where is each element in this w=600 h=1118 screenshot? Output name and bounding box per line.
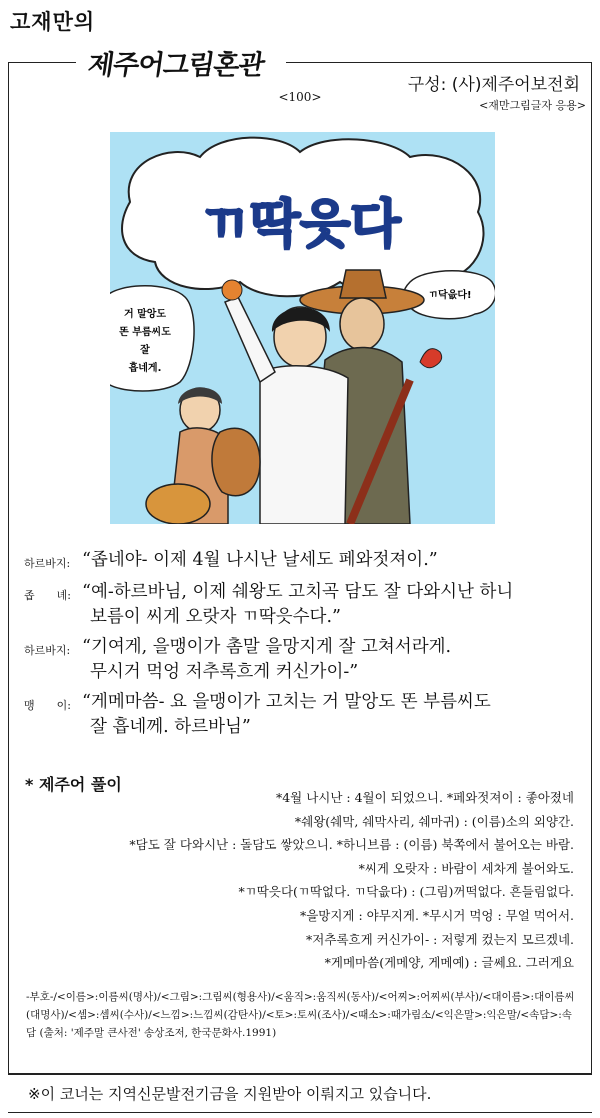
speech-text: 보름이 씨게 오랏자 ㄲ딱읏수다.” (90, 607, 341, 627)
speech-text: 잘 흡네께. 하르바님” (90, 717, 251, 737)
basket (212, 428, 260, 496)
glossary-entry: *담도 잘 다와시난 : 돌담도 쌓았으니. *하니브름 : (이름) 북쪽에서 불어오는 바람. (129, 837, 574, 853)
speaker-label: 좁 녜: (24, 589, 71, 602)
bottom-rule (8, 1112, 592, 1113)
speaker-label: 하르바지: (24, 644, 71, 657)
round-basket (146, 484, 210, 524)
glossary-entry: *쉐왕(쉐막, 쉐막사리, 쉐마귀) : (이름)소의 외양간. (294, 813, 574, 829)
left-bubble-line-3: 잘 (140, 345, 150, 356)
dialogue (12, 548, 590, 740)
dialogue-line (12, 635, 590, 685)
left-bubble-line-1: 거 말앙도 (123, 309, 167, 320)
series-logo-box (76, 46, 286, 86)
left-bubble-line-2: 똔 부름씨도 (119, 327, 171, 338)
glossary-entry: *게메마씀(게메양, 게메예) : 글쎄요. 그러게요 (324, 955, 574, 971)
right-bubble-text: ㄲ닥읎다! (428, 290, 472, 301)
issue-number: <100> (278, 90, 322, 104)
series-logo: 제주어그림혼관 (85, 50, 266, 81)
glossary-entry: *4월 나시난 : 4월이 되었으니. *페와젓져이 : 좋아졌네 (275, 790, 574, 805)
speaker-label: 하르바지: (24, 557, 71, 570)
source-note: <재만그림글자 응용> (479, 99, 586, 112)
dialogue-line (12, 548, 590, 578)
grandpa-face (340, 298, 384, 350)
speech-text: “예-하르바님, 이제 쉐왕도 고치곡 담도 잘 다와시난 하니 (82, 582, 514, 602)
glossary (129, 786, 574, 975)
dialogue-line (12, 690, 590, 740)
speech-text: “기여게, 을맹이가 촘말 을망지게 잘 고쳐서라게. (82, 637, 452, 657)
footer-note: ※이 코너는 지역신문발전기금을 지원받아 이뤄지고 있습니다. (28, 1085, 432, 1103)
glossary-entry: *저추록흐게 커신가이- : 저렇게 컸는지 모르겠네. (306, 931, 574, 947)
left-bubble-line-4: 흡네게. (128, 363, 162, 374)
dialogue-line (12, 580, 590, 630)
abbreviation-legend: -부호-/<이름>:이름씨(명사)/<그림>:그림씨(형용사)/<움직>:움직씨(동사)/<어찌>:어찌씨(부사)/<대이름>:대이름씨(대명사)/<셈>:셈씨(수사)/<느낌>:느낌씨(감탄사)/<토>:토씨(조사)/<때소>:때가림소/<익은말>:익은말/<속담>:속담 (출처: '제주말 큰사전' 송상조저, 한국문화사.1991) (26, 991, 575, 1039)
speech-text: “게메마씀- 요 을맹이가 고치는 거 말앙도 똔 부름씨도 (82, 692, 491, 712)
boy-body (260, 366, 348, 524)
credit: 구성: (사)제주어보전회 (407, 75, 580, 95)
title-cloud-text: ㄲ딱읏다 (199, 195, 401, 255)
orange-fruit (222, 280, 242, 300)
glossary-entry: *을망지게 : 야무지게. *무시거 먹엉 : 무얼 먹어서. (299, 907, 574, 923)
glossary-title: * 제주어 풀이 (25, 775, 122, 794)
section-title: 고재만의 (10, 10, 96, 34)
speech-text: “좁네야- 이제 4월 나시난 날세도 페와젓져이.” (82, 550, 438, 570)
glossary-entry: *ㄲ딱읏다(ㄲ딱없다. ㄲ닥읎다) : (그림)꺼떡없다. 흔들림없다. (238, 884, 574, 900)
speech-text: 무시거 먹엉 저추록흐게 커신가이-” (90, 662, 359, 682)
grandpa-hat-top (340, 270, 386, 298)
speaker-label: 맹 이: (24, 699, 71, 712)
left-bubble-shape (110, 286, 194, 391)
footer-rule (8, 1074, 592, 1075)
comic-illustration (110, 132, 495, 524)
glossary-entry: *씨게 오랏자 : 바람이 세차게 불어와도. (358, 860, 574, 876)
